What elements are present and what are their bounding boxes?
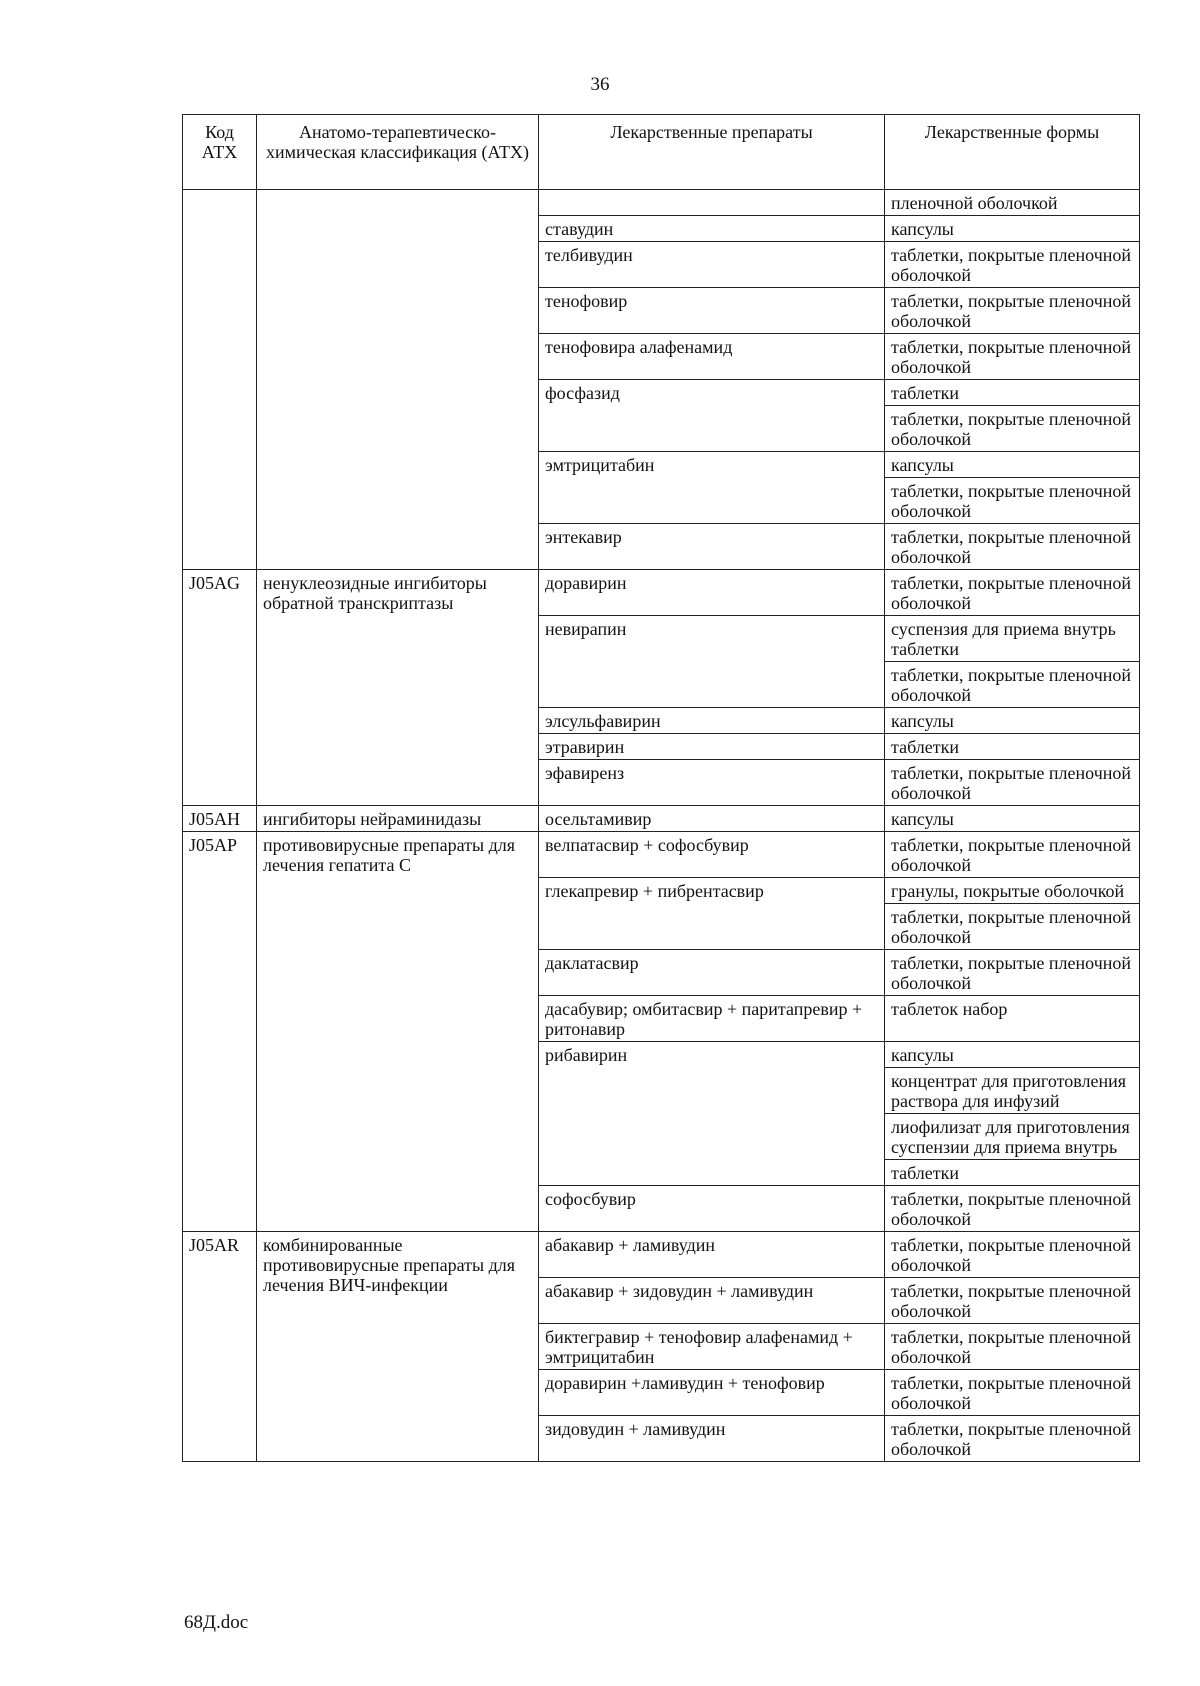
table-row: [183, 806, 1140, 832]
dosage-form-cell: таблетки: [885, 1160, 1140, 1186]
drug-name-cell: абакавир + зидовудин + ламивудин: [539, 1278, 885, 1324]
atx-code-cell: J05AG: [183, 570, 257, 806]
drug-name-cell: эфавиренз: [539, 760, 885, 806]
dosage-form-cell: таблетки, покрытые пленочной оболочкой: [885, 242, 1140, 288]
dosage-form-cell: таблетки, покрытые пленочной оболочкой: [885, 904, 1140, 950]
atx-classification-cell: ненуклеозидные ингибиторы обратной транскриптазы: [257, 570, 539, 806]
footer-filename: 68Д.doc: [184, 1612, 249, 1633]
dosage-form-cell: таблетки: [885, 734, 1140, 760]
dosage-form-cell: таблеток набор: [885, 996, 1140, 1042]
atx-classification-cell: противовирусные препараты для лечения гепатита С: [257, 832, 539, 1232]
dosage-form-cell: таблетки, покрытые пленочной оболочкой: [885, 1278, 1140, 1324]
drug-name-cell: элсульфавирин: [539, 708, 885, 734]
atx-code-cell: J05AP: [183, 832, 257, 1232]
dosage-form-cell: таблетки, покрытые пленочной оболочкой: [885, 406, 1140, 452]
drug-name-cell: софосбувир: [539, 1186, 885, 1232]
drug-name-cell: эмтрицитабин: [539, 452, 885, 524]
drug-name-cell: тенофовир: [539, 288, 885, 334]
dosage-form-cell: таблетки, покрытые пленочной оболочкой: [885, 524, 1140, 570]
table-body: [183, 190, 1140, 1462]
table-row: [183, 570, 1140, 616]
drug-name-cell: телбивудин: [539, 242, 885, 288]
atx-code-cell: J05AR: [183, 1232, 257, 1462]
dosage-form-cell: таблетки, покрытые пленочной оболочкой: [885, 1370, 1140, 1416]
drug-name-cell: рибавирин: [539, 1042, 885, 1186]
drug-name-cell: энтекавир: [539, 524, 885, 570]
dosage-form-cell: концентрат для приготовления раствора для инфузий: [885, 1068, 1140, 1114]
drug-name-cell: ставудин: [539, 216, 885, 242]
atx-classification-cell: [257, 190, 539, 570]
dosage-form-cell: лиофилизат для приготовления суспензии для приема внутрь: [885, 1114, 1140, 1160]
dosage-form-cell: капсулы: [885, 708, 1140, 734]
header-drugs: Лекарственные препараты: [539, 115, 885, 190]
drug-name-cell: зидовудин + ламивудин: [539, 1416, 885, 1462]
dosage-form-cell: пленочной оболочкой: [885, 190, 1140, 216]
drug-name-cell: дасабувир; омбитасвир + паритапревир + ритонавир: [539, 996, 885, 1042]
drug-name-cell: доравирин +ламивудин + тенофовир: [539, 1370, 885, 1416]
atx-classification-cell: комбинированные противовирусные препараты для лечения ВИЧ-инфекции: [257, 1232, 539, 1462]
drug-name-cell: доравирин: [539, 570, 885, 616]
dosage-form-cell: таблетки, покрытые пленочной оболочкой: [885, 1324, 1140, 1370]
dosage-form-cell: капсулы: [885, 1042, 1140, 1068]
drug-name-cell: фосфазид: [539, 380, 885, 452]
dosage-form-cell: таблетки, покрытые пленочной оболочкой: [885, 478, 1140, 524]
dosage-form-cell: таблетки, покрытые пленочной оболочкой: [885, 832, 1140, 878]
atx-table: [182, 114, 1140, 1462]
page-number: 36: [590, 74, 610, 95]
header-code: Код АТХ: [183, 115, 257, 190]
drug-name-cell: глекапревир + пибрентасвир: [539, 878, 885, 950]
dosage-form-cell: таблетки, покрытые пленочной оболочкой: [885, 288, 1140, 334]
dosage-form-cell: таблетки, покрытые пленочной оболочкой: [885, 760, 1140, 806]
table-row: [183, 832, 1140, 878]
drug-name-cell: даклатасвир: [539, 950, 885, 996]
dosage-form-cell: суспензия для приема внутрь таблетки: [885, 616, 1140, 662]
drug-name-cell: велпатасвир + софосбувир: [539, 832, 885, 878]
dosage-form-cell: капсулы: [885, 452, 1140, 478]
header-classification: Анатомо-терапевтическо-химическая классификация (АТХ): [257, 115, 539, 190]
drug-name-cell: этравирин: [539, 734, 885, 760]
dosage-form-cell: таблетки, покрытые пленочной оболочкой: [885, 334, 1140, 380]
atx-code-cell: [183, 190, 257, 570]
dosage-form-cell: таблетки: [885, 380, 1140, 406]
drug-name-cell: [539, 190, 885, 216]
drug-name-cell: тенофовира алафенамид: [539, 334, 885, 380]
dosage-form-cell: капсулы: [885, 216, 1140, 242]
drug-name-cell: биктегравир + тенофовир алафенамид + эмтрицитабин: [539, 1324, 885, 1370]
header-row: [183, 115, 1140, 190]
dosage-form-cell: таблетки, покрытые пленочной оболочкой: [885, 662, 1140, 708]
drug-name-cell: невирапин: [539, 616, 885, 708]
drug-name-cell: осельтамивир: [539, 806, 885, 832]
atx-code-cell: J05AH: [183, 806, 257, 832]
dosage-form-cell: таблетки, покрытые пленочной оболочкой: [885, 1232, 1140, 1278]
dosage-form-cell: капсулы: [885, 806, 1140, 832]
dosage-form-cell: таблетки, покрытые пленочной оболочкой: [885, 570, 1140, 616]
table-row: [183, 1232, 1140, 1278]
dosage-form-cell: гранулы, покрытые оболочкой: [885, 878, 1140, 904]
dosage-form-cell: таблетки, покрытые пленочной оболочкой: [885, 950, 1140, 996]
table-row: [183, 190, 1140, 216]
dosage-form-cell: таблетки, покрытые пленочной оболочкой: [885, 1186, 1140, 1232]
atx-classification-cell: ингибиторы нейраминидазы: [257, 806, 539, 832]
header-forms: Лекарственные формы: [885, 115, 1140, 190]
drug-name-cell: абакавир + ламивудин: [539, 1232, 885, 1278]
dosage-form-cell: таблетки, покрытые пленочной оболочкой: [885, 1416, 1140, 1462]
